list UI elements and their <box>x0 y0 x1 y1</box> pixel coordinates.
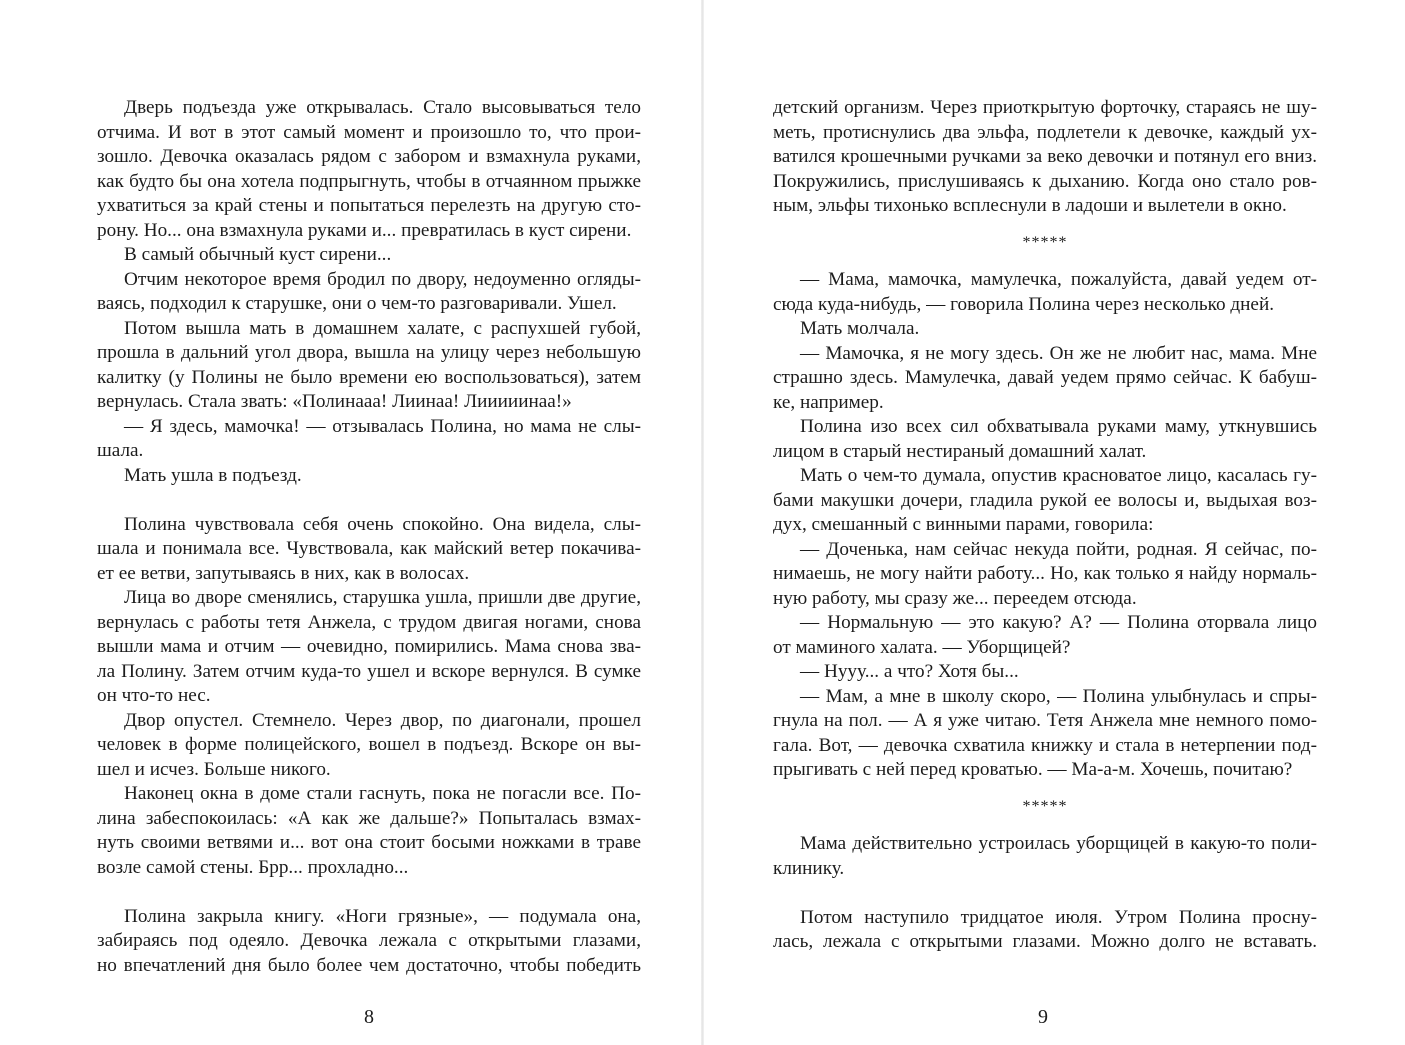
text-line: Двор опустел. Стемнело. Через двор, по диагонали, прошел <box>124 709 641 731</box>
page-number-left: 8 <box>364 1006 374 1028</box>
text-line: человек в форме полицейского, вошел в подъезд. Вскоре он вы- <box>97 734 641 755</box>
page-number-right: 9 <box>1038 1006 1048 1028</box>
text-line: зошло. Девочка оказалась рядом с забором и взмахнула руками, <box>97 146 641 167</box>
text-line: меть, протиснулись два эльфа, подлетели к девочке, каждый ух- <box>773 121 1317 143</box>
text-line: Потом наступило тридцатое июля. Утром Полина просну- <box>800 906 1317 928</box>
text-line: вернулась. Стала звать: «Полинааа! Лиинаа! Лииииинаа!» <box>97 391 572 412</box>
text-line: прыгивать с ней перед кроватью. — Ма-а-м. Хочешь, почитаю? <box>773 759 1293 780</box>
text-line: Мать ушла в подъезд. <box>124 464 302 486</box>
text-line: гала. Вот, — девочка схватила книжку и стала в нетерпении под- <box>773 734 1317 756</box>
text-line: он что-то нес. <box>97 685 211 706</box>
text-line: Мама действительно устроилась уборщицей в какую-то поли- <box>800 833 1317 854</box>
text-line: Полина изо всех сил обхватывала руками маму, уткнувшись <box>800 416 1317 437</box>
text-line: как будто бы она хотела подпрыгнуть, чтобы в отчаянном прыжке <box>97 170 641 192</box>
text-line: ла Полину. Затем отчим куда-то ушел и вскоре вернулся. В сумке <box>97 660 641 682</box>
text-line: Покружились, прислушиваясь к дыханию. Когда оно стало ров- <box>773 170 1317 192</box>
text-line: гнула на пол. — А я уже читаю. Тетя Анжела мне немного помо- <box>773 710 1317 731</box>
right-page-text <box>773 96 1317 955</box>
text-line: шала. <box>97 440 144 461</box>
text-line: но впечатлений дня было более чем достаточно, чтобы победить <box>97 954 641 976</box>
text-line: — Нууу... а что? Хотя бы... <box>800 661 1019 682</box>
text-line: Лица во дворе сменялись, старушка ушла, пришли две другие, <box>124 587 641 608</box>
left-page <box>0 0 702 1045</box>
text-line: клинику. <box>773 857 845 879</box>
text-line: лицом в старый нестираный домашний халат. <box>773 440 1147 462</box>
text-line: вернулась с работы тетя Анжела, с трудом двигая ногами, снова <box>97 611 641 633</box>
text-line: лась, лежала с открытыми глазами. Можно долго не вставать. <box>773 931 1317 952</box>
text-line: отчима. И вот в этот самый момент и произошло то, что прои- <box>97 121 641 143</box>
text-line: Мать о чем-то думала, опустив красноватое лицо, касалась гу- <box>800 465 1317 486</box>
text-line: Наконец окна в доме стали гаснуть, пока не погасли все. По- <box>124 783 641 804</box>
text-line: детский организм. Через приоткрытую форточку, стараясь не шу- <box>773 97 1317 118</box>
text-line: ваясь, подходил к старушке, они о чем-то разговаривали. Ушел. <box>97 293 617 314</box>
text-line: страшно здесь. Мамулечка, давай уедем прямо сейчас. К бабуш- <box>773 367 1317 388</box>
text-line: ухватиться за край стены и попытаться перелезть на другую сто- <box>97 195 641 216</box>
text-line: — Я здесь, мамочка! — отзывалась Полина, но мама не слы- <box>124 415 641 437</box>
section-separator: ***** <box>1022 233 1068 251</box>
text-line: — Нормальную — это какую? А? — Полина оторвала лицо <box>800 612 1317 633</box>
text-line: вышли мама и отчим — очевидно, помирились. Мама снова зва- <box>97 636 641 657</box>
text-line: шала и понимала все. Чувствовала, как майский ветер покачива- <box>97 538 641 559</box>
text-line: Отчим некоторое время бродил по двору, недоуменно огляды- <box>124 268 641 290</box>
paragraph-gap <box>97 880 641 905</box>
text-line: калитку (у Полины не было времени ею воспользоваться), затем <box>97 366 641 388</box>
text-line: Потом вышла мать в домашнем халате, с распухшей губой, <box>124 317 641 339</box>
paragraph-gap <box>97 488 641 513</box>
right-page <box>703 0 1405 1045</box>
text-line: — Мам, а мне в школу скоро, — Полина улыбнулась и спры- <box>800 685 1317 707</box>
text-line: нуть своими ветвями и... вот она стоит босыми ножками в траве <box>97 832 641 853</box>
text-line: ную работу, мы сразу же... переедем отсюда. <box>773 587 1137 609</box>
text-line: рону. Но... она взмахнула руками и... превратилась в куст сирени. <box>97 219 632 241</box>
paragraph-gap <box>773 881 1317 906</box>
text-line: Полина чувствовала себя очень спокойно. Она видела, слы- <box>124 513 641 535</box>
text-line: ватился крошечными ручками за веко девочки и потянул его вниз. <box>773 146 1317 167</box>
text-line: дух, смешанный с винными парами, говорила: <box>773 514 1154 535</box>
text-line: от маминого халата. — Уборщицей? <box>773 636 1071 658</box>
text-line: Полина закрыла книгу. «Ноги грязные», — подумала она, <box>124 905 641 927</box>
text-line: прошла в дальний угол двора, вышла на улицу через небольшую <box>97 342 641 363</box>
text-line: Мать молчала. <box>800 318 920 339</box>
left-page-text <box>97 96 641 978</box>
text-line: — Доченька, нам сейчас некуда пойти, родная. Я сейчас, по- <box>800 538 1317 560</box>
text-line: возле самой стены. Брр... прохладно... <box>97 856 409 878</box>
section-separator: ***** <box>1022 797 1068 815</box>
text-line: ке, например. <box>773 391 884 413</box>
text-line: сюда куда-нибудь, — говорила Полина через несколько дней. <box>773 293 1275 315</box>
text-line: — Мамочка, я не могу здесь. Он же не любит нас, мама. Мне <box>800 342 1317 364</box>
text-line: — Мама, мамочка, мамулечка, пожалуйста, давай уедем от- <box>800 269 1317 290</box>
text-line: В самый обычный куст сирени... <box>124 244 392 265</box>
text-line: Дверь подъезда уже открывалась. Стало высовываться тело <box>124 97 641 118</box>
text-line: лина забеспокоилась: «А как же дальше?» Попыталась взмах- <box>97 807 641 829</box>
text-line: бами макушки дочери, гладила рукой ее волосы и, выдыхая воз- <box>773 489 1317 511</box>
text-line: ет ее ветви, запутываясь в них, как в волосах. <box>97 562 470 584</box>
text-line: нимаешь, не могу найти работу... Но, как только я найду нормаль- <box>773 563 1317 584</box>
text-line: шел и исчез. Больше никого. <box>97 758 331 780</box>
text-line: ным, эльфы тихонько всплеснули в ладоши и вылетели в окно. <box>773 195 1287 216</box>
text-line: забираясь под одеяло. Девочка лежала с открытыми глазами, <box>97 930 641 951</box>
